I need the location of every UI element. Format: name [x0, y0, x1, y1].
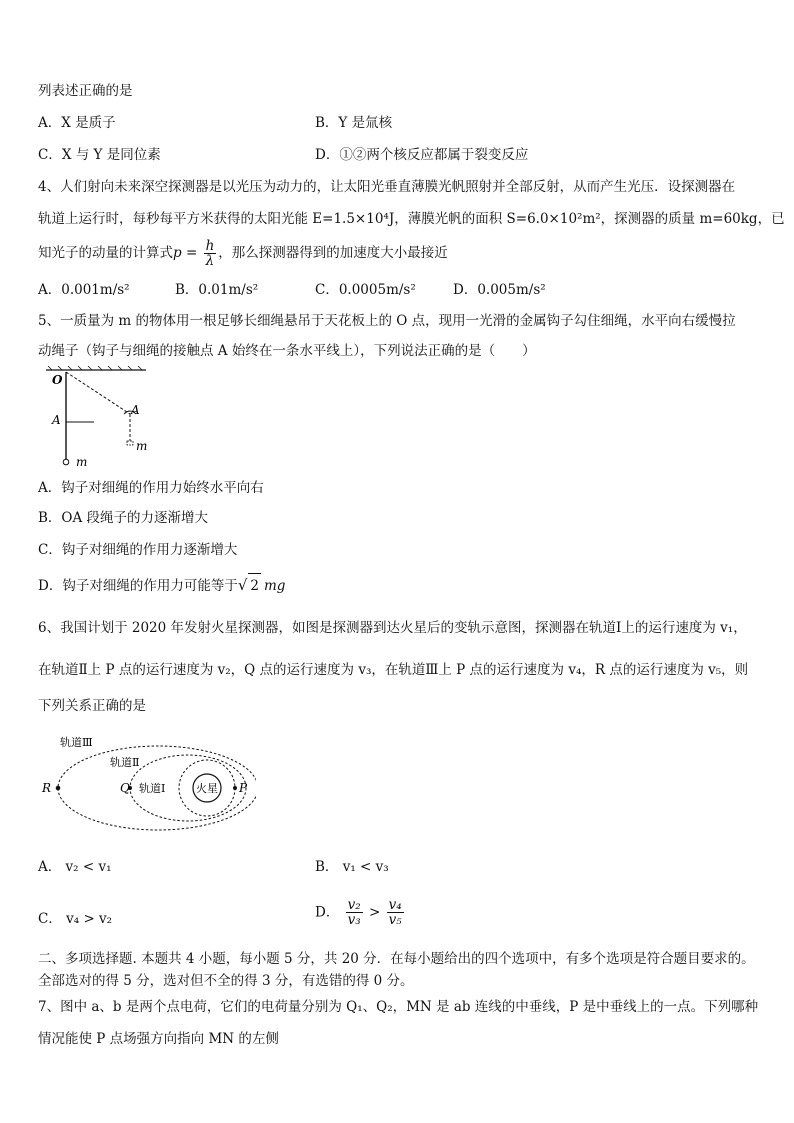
- q6-fig-label-orbit3: 轨道Ⅲ: [60, 736, 93, 749]
- q5-fig-label-m-left: m: [76, 455, 88, 469]
- q6-option-d-frac2: [387, 898, 404, 927]
- q5-fig-label-O: O: [52, 373, 63, 387]
- q4-option-d: D．0.005m/s²: [453, 282, 546, 298]
- q5-option-d: [38, 573, 285, 598]
- q6-fig-label-P: P: [239, 781, 248, 795]
- q6-fig-label-orbit2: 轨道Ⅱ: [110, 756, 140, 769]
- q4-formula-numerator: h: [205, 238, 215, 254]
- q6-fig-label-R: R: [42, 781, 52, 795]
- q4-stem-line3: [38, 237, 448, 269]
- q4-formula-intro: 知光子的动量的计算式: [38, 245, 173, 261]
- q5-fig-label-A-right: A: [131, 403, 140, 417]
- q6-option-d-frac1: [346, 898, 363, 927]
- q4-formula-p: p: [173, 245, 182, 261]
- q6-option-b: B． v₁ < v₃: [315, 859, 389, 875]
- q5-fig-label-A-left: A: [52, 413, 61, 427]
- q4-formula-denominator: λ: [205, 253, 215, 269]
- q5-option-c: C．钩子对细绳的作用力逐渐增大: [38, 542, 238, 558]
- q3-option-c: C．X 与 Y 是同位素: [38, 147, 161, 163]
- q5-option-d-mg: mg: [263, 578, 286, 594]
- q5-figure-hook-rope: [38, 364, 178, 469]
- q5-stem-line1: 5、一质量为 m 的物体用一根足够长细绳悬吊于天花板上的 O 点，现用一光滑的金属钩子勾住细绳，水平向右缓慢拉: [38, 313, 736, 329]
- q6-option-d-frac1-den: v₃: [347, 912, 361, 928]
- q6-figure-orbits: [36, 732, 256, 832]
- q6-option-d-op: >: [368, 904, 381, 921]
- q5-option-d-text: D．钩子对细绳的作用力可能等于: [38, 578, 238, 594]
- q3-option-b: B．Y 是氚核: [315, 115, 393, 131]
- q3-option-a: A．X 是质子: [38, 115, 116, 131]
- section2-instructions-line1: 二、多项选择题. 本题共 4 小题，每小题 5 分，共 20 分．在每小题给出的四个选项中，有多个选项是符合题目要求的。: [38, 951, 755, 967]
- q4-stem-line1: 4、人们射向未来深空探测器是以光压为动力的，让太阳光垂直薄膜光帆照射并全部反射，从而产生光压．设探测器在: [38, 179, 736, 195]
- q6-option-d-label: D．: [315, 904, 340, 921]
- q4-option-b: B．0.01m/s²: [175, 282, 259, 298]
- q5-option-b: B．OA 段绳子的力逐渐增大: [38, 510, 209, 526]
- q6-fig-label-orbit1: 轨道Ⅰ: [139, 782, 166, 795]
- q4-formula-fraction: [204, 239, 217, 268]
- q6-fig-label-Q: Q: [120, 781, 130, 795]
- q4-stem-line2: 轨道上运行时，每秒每平方米获得的太阳光能 E=1.5×10⁴J，薄膜光帆的面积 S=6.0×10²m²，探测器的质量 m=60kg，已: [38, 211, 785, 227]
- q3-option-d: D．①②两个核反应都属于裂变反应: [315, 147, 529, 163]
- q4-option-c: C．0.0005m/s²: [315, 282, 416, 298]
- q6-option-d-frac1-num: v₂: [347, 897, 361, 913]
- q5-radicand: 2: [248, 573, 261, 598]
- q3-stem-tail: 列表述正确的是: [38, 83, 133, 99]
- q5-option-a: A．钩子对细绳的作用力始终水平向右: [38, 480, 264, 496]
- q5-fig-label-m-right: m: [136, 439, 148, 453]
- q6-stem-line2: 在轨道Ⅱ上 P 点的运行速度为 v₂，Q 点的运行速度为 v₃，在轨道Ⅲ上 P 点的运行速度为 v₄，R 点的运行速度为 v₅，则: [38, 662, 749, 678]
- q6-option-a: A． v₂ < v₁: [38, 859, 112, 875]
- q6-option-d-frac2-num: v₄: [388, 897, 402, 913]
- q4-formula-tail: ，那么探测器得到的加速度大小最接近: [218, 245, 448, 261]
- q6-option-d: [315, 898, 406, 927]
- q7-stem-line2: 情况能使 P 点场强方向指向 MN 的左侧: [38, 1031, 279, 1047]
- q6-fig-label-mars: 火星: [196, 782, 218, 795]
- section2-instructions-line2: 全部选对的得 5 分，选对但不全的得 3 分，有选错的得 0 分。: [38, 973, 414, 989]
- q5-radical-sign: √: [237, 576, 248, 594]
- q6-stem-line3: 下列关系正确的是: [38, 698, 146, 714]
- q6-option-c: C． v₄ > v₂: [38, 911, 113, 927]
- q4-option-a: A．0.001m/s²: [38, 282, 130, 298]
- q7-stem-line1: 7、图中 a、b 是两个点电荷，它们的电荷量分别为 Q₁、Q₂，MN 是 ab 连线的中垂线，P 是中垂线上的一点。下列哪种: [38, 999, 759, 1015]
- q6-option-d-frac2-den: v₅: [388, 912, 402, 928]
- q5-stem-line2: 动绳子（钩子与细绳的接触点 A 始终在一条水平线上），下列说法正确的是（ ）: [38, 343, 536, 359]
- q6-stem-line1: 6、我国计划于 2020 年发射火星探测器，如图是探测器到达火星后的变轨示意图，探测器在轨道Ⅰ上的运行速度为 v₁，: [38, 620, 747, 636]
- q4-formula-equals: =: [181, 245, 202, 261]
